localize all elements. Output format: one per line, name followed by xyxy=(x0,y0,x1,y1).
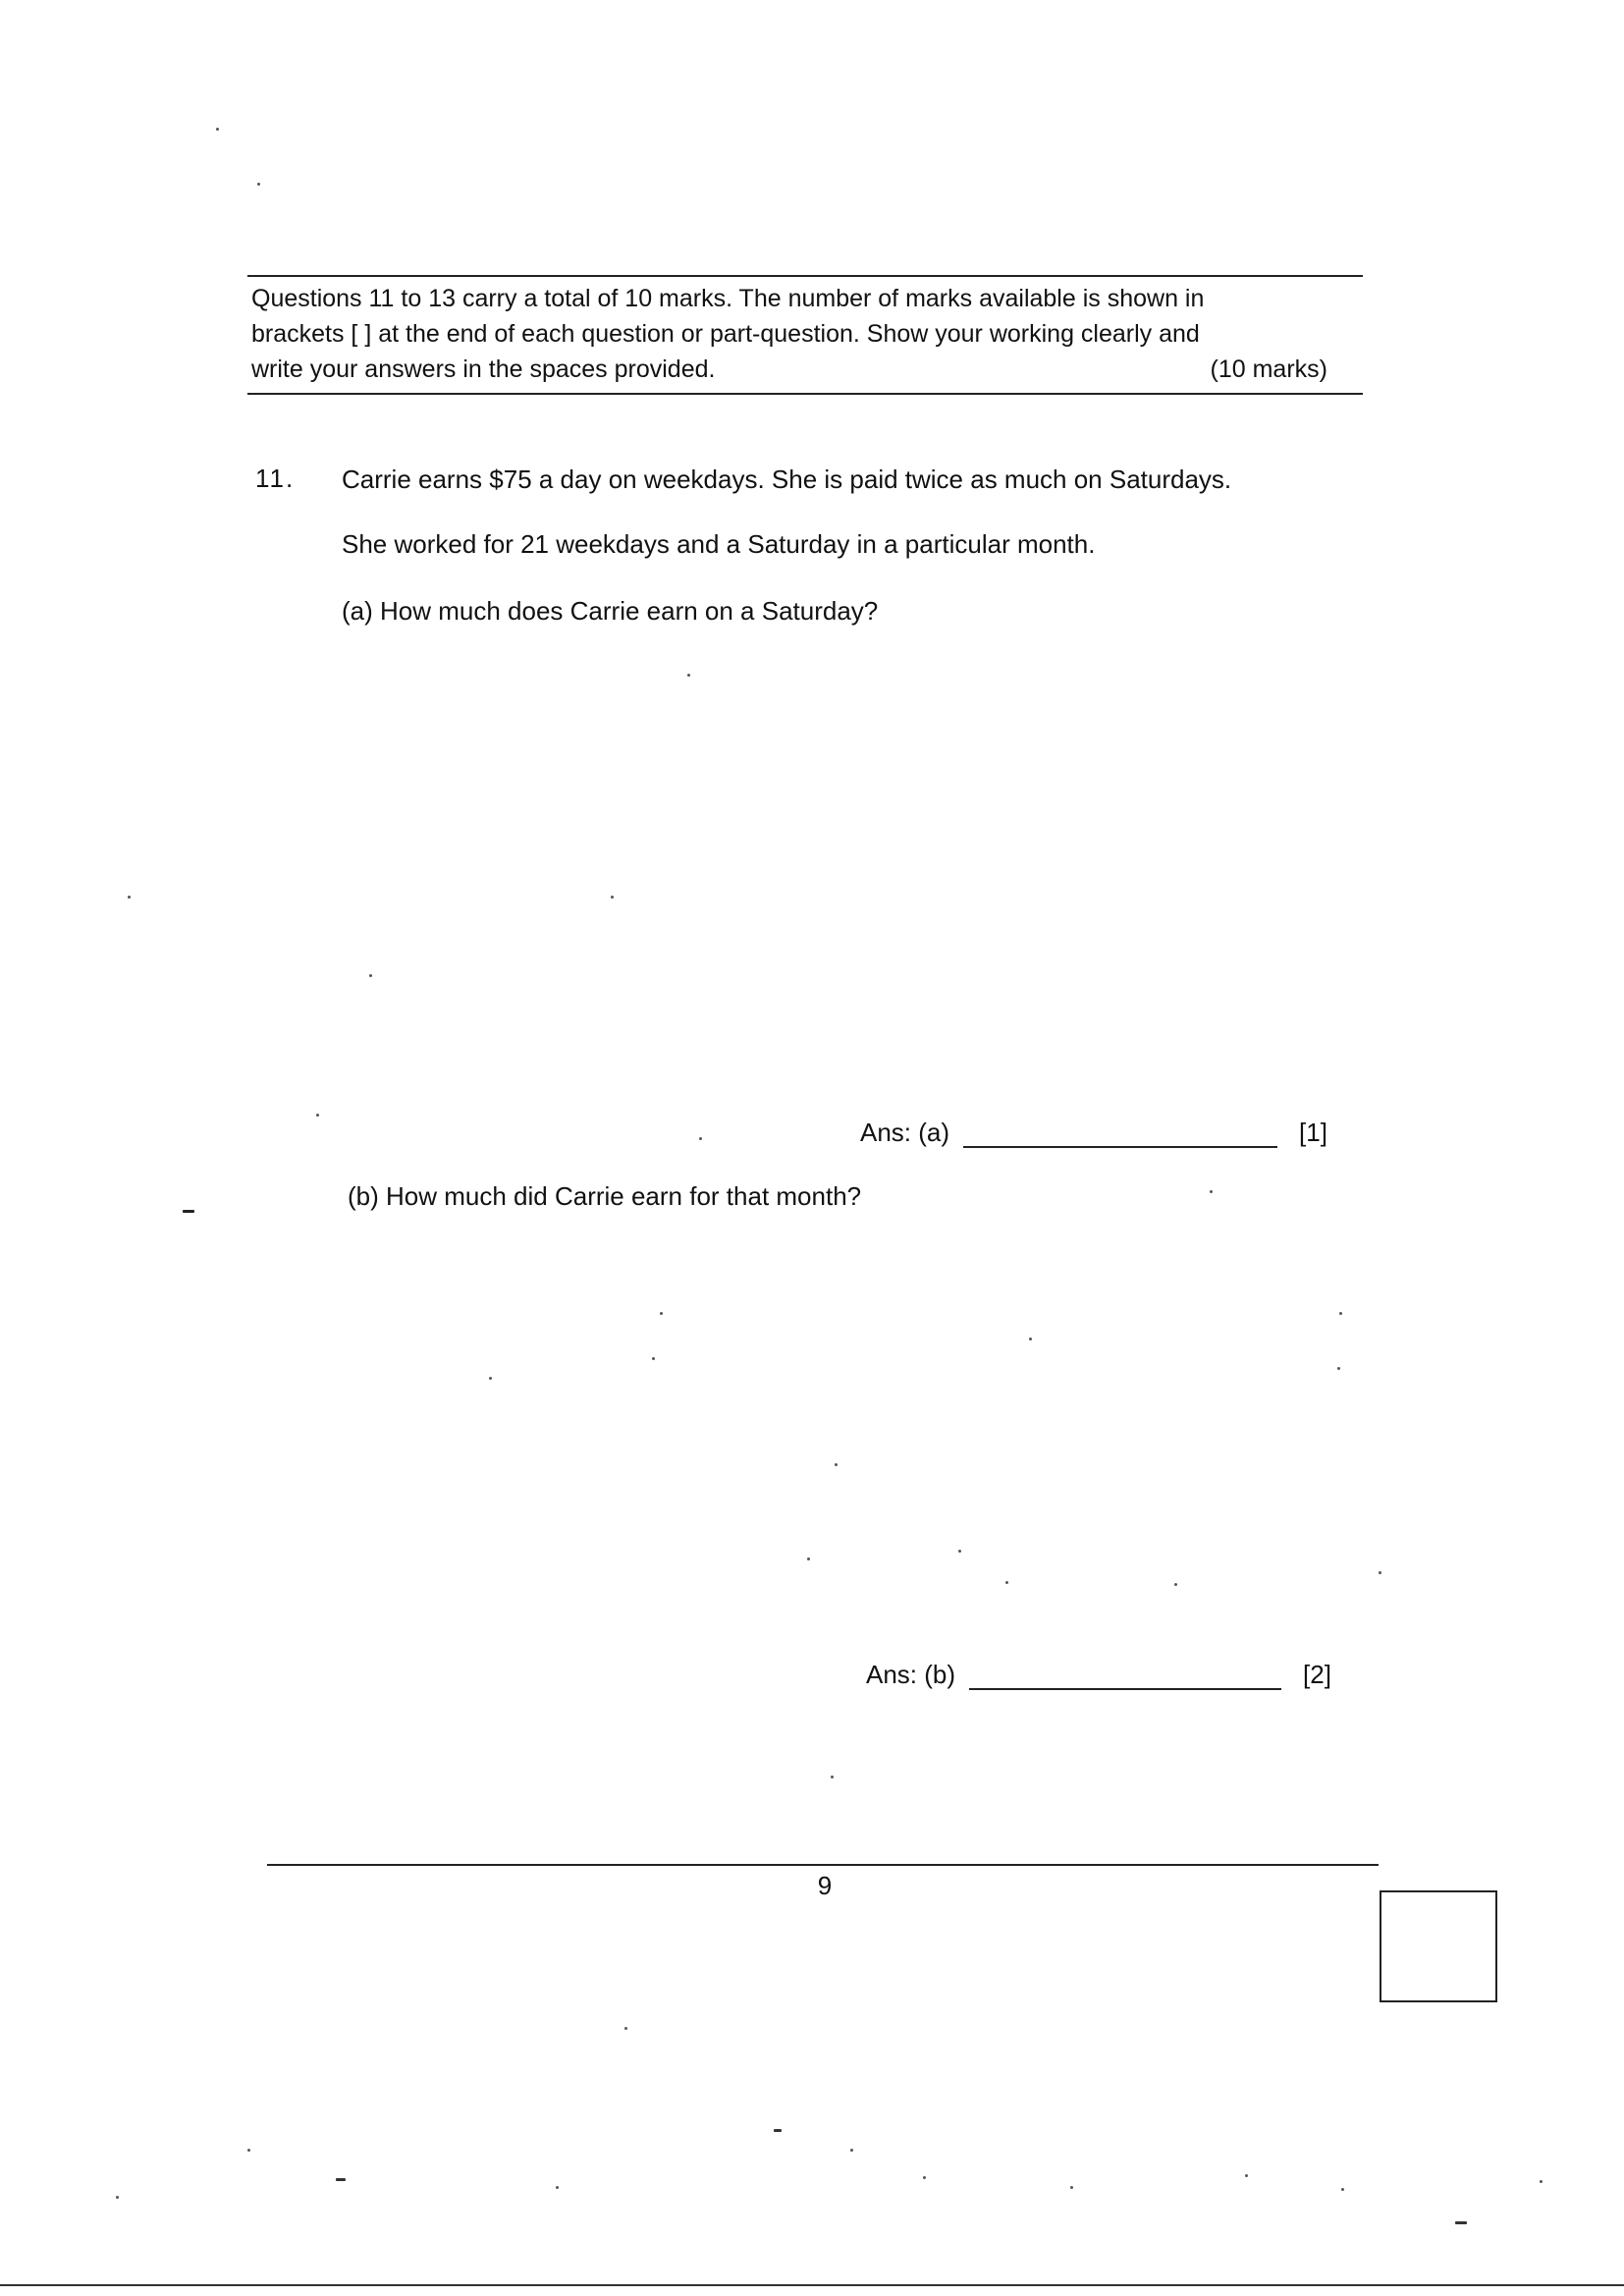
scan-speck xyxy=(958,1550,961,1553)
instructions-box xyxy=(247,275,1363,395)
scan-speck xyxy=(1540,2180,1543,2183)
scan-speck xyxy=(1245,2174,1248,2177)
scan-speck xyxy=(257,183,260,186)
part-a-answer-blank[interactable] xyxy=(963,1119,1277,1148)
part-b-answer-blank[interactable] xyxy=(969,1661,1281,1690)
scan-speck xyxy=(556,2186,559,2189)
marks-box xyxy=(1380,1890,1497,2002)
instructions-line-1: Questions 11 to 13 carry a total of 10 marks. The number of marks available is shown in xyxy=(251,285,1205,312)
scan-speck xyxy=(624,2027,627,2030)
scan-speck xyxy=(1029,1338,1032,1340)
scan-speck xyxy=(611,896,614,899)
scan-speck xyxy=(699,1137,702,1140)
scan-speck xyxy=(1337,1367,1340,1370)
scan-speck xyxy=(652,1357,655,1360)
instructions-line-2: brackets [ ] at the end of each question or part-question. Show your working clearly and xyxy=(251,320,1200,348)
part-b-answer-row xyxy=(866,1660,1331,1690)
scan-speck xyxy=(128,896,131,899)
scan-speck xyxy=(1070,2186,1073,2189)
scan-speck xyxy=(850,2149,853,2152)
scan-speck xyxy=(660,1312,663,1315)
part-a-question: (a) How much does Carrie earn on a Saturday? xyxy=(342,596,879,626)
scan-speck xyxy=(807,1558,810,1560)
instructions-line-3-text: write your answers in the spaces provided. xyxy=(251,355,716,383)
question-number: 11. xyxy=(255,464,296,493)
scan-speck xyxy=(835,1463,838,1466)
part-b-marks: [2] xyxy=(1303,1660,1331,1689)
scan-speck xyxy=(687,674,690,677)
scan-speck xyxy=(247,2149,250,2152)
part-b-answer-label: Ans: (b) xyxy=(866,1660,956,1689)
scan-speck xyxy=(1379,1571,1381,1574)
scan-speck xyxy=(1455,2221,1467,2224)
scan-speck xyxy=(1005,1581,1008,1584)
question-stem-line-1: Carrie earns $75 a day on weekdays. She is paid twice as much on Saturdays. xyxy=(342,465,1232,494)
footer-rule xyxy=(267,1864,1379,1866)
question-stem-line-2: She worked for 21 weekdays and a Saturday in a particular month. xyxy=(342,529,1096,559)
scan-speck xyxy=(116,2196,119,2199)
part-b-question: (b) How much did Carrie earn for that month? xyxy=(348,1181,862,1211)
scan-speck xyxy=(774,2129,782,2132)
scan-speck xyxy=(336,2178,346,2181)
scan-speck xyxy=(183,1210,194,1213)
scan-speck xyxy=(316,1114,319,1117)
scan-speck xyxy=(369,974,372,977)
scan-speck xyxy=(1339,1312,1342,1315)
part-a-answer-label: Ans: (a) xyxy=(860,1118,950,1147)
scan-speck xyxy=(489,1377,492,1380)
instructions-line-3 xyxy=(251,352,1363,387)
scan-speck xyxy=(1210,1190,1213,1193)
scan-speck xyxy=(216,128,219,131)
scan-speck xyxy=(831,1776,834,1778)
scan-speck xyxy=(923,2176,926,2179)
total-marks: (10 marks) xyxy=(1210,355,1327,383)
page-number: 9 xyxy=(817,1871,833,1900)
part-a-marks: [1] xyxy=(1299,1118,1327,1147)
part-a-answer-row xyxy=(860,1118,1327,1148)
bottom-edge-rule xyxy=(0,2284,1624,2286)
scan-speck xyxy=(1341,2188,1344,2191)
scan-speck xyxy=(1174,1583,1177,1586)
